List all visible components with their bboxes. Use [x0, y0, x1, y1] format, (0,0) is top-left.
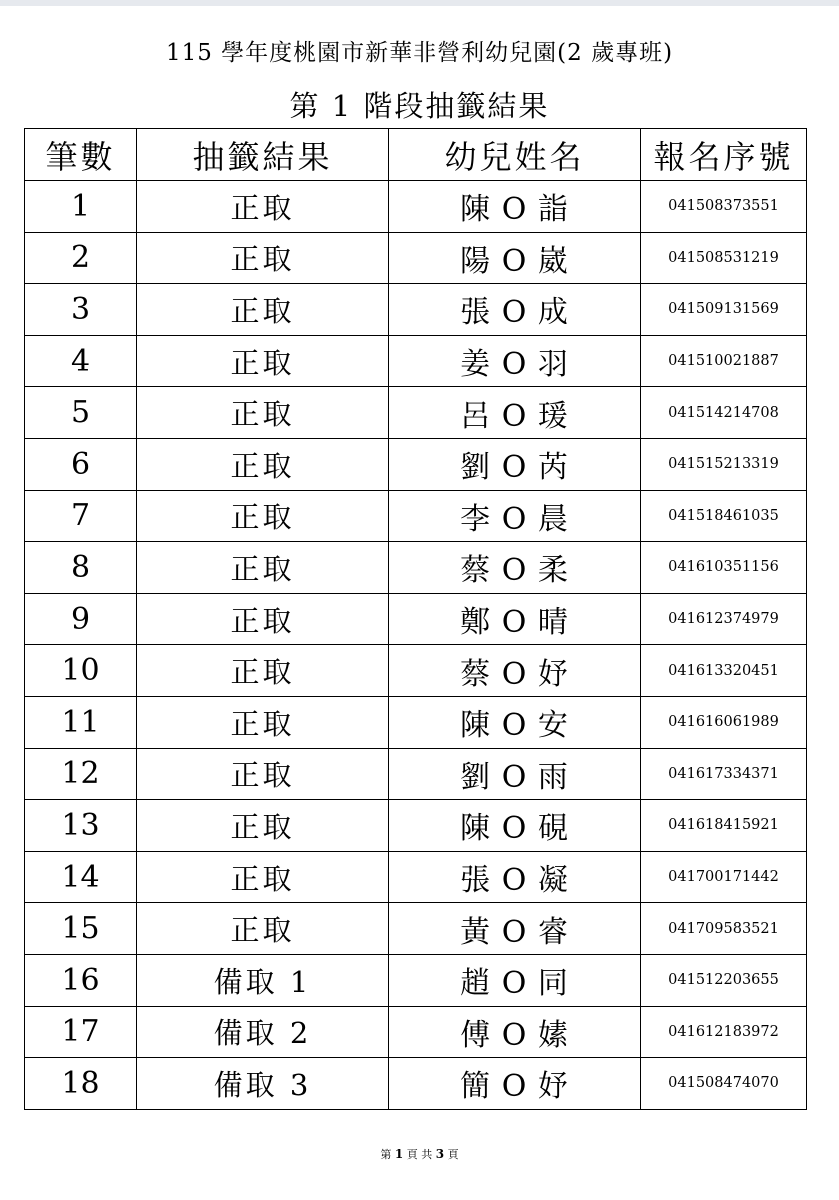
row-count-cell: 15: [25, 903, 137, 955]
table-row: [25, 490, 807, 542]
table-row: [25, 1006, 807, 1058]
row-result-cell: 備取 2: [137, 1006, 389, 1058]
row-result-cell: 正取: [137, 284, 389, 336]
row-child-name-cell: 簡 O 妤: [389, 1058, 641, 1110]
row-count-cell: 17: [25, 1006, 137, 1058]
page-footer: [0, 1146, 839, 1162]
row-result-cell: 正取: [137, 800, 389, 852]
footer-total-pages: 3: [435, 1147, 445, 1161]
row-result-cell: 正取: [137, 903, 389, 955]
row-result-cell: 正取: [137, 851, 389, 903]
header-result: 抽籤結果: [137, 129, 389, 181]
row-child-name-cell: 張 O 凝: [389, 851, 641, 903]
row-count-cell: 11: [25, 696, 137, 748]
row-child-name-cell: 姜 O 羽: [389, 335, 641, 387]
table-row: [25, 800, 807, 852]
lottery-results-table: [24, 128, 807, 1110]
footer-prefix: 第: [380, 1148, 392, 1161]
viewer-top-band: [0, 0, 839, 6]
footer-suffix: 頁: [447, 1148, 459, 1161]
table-row: [25, 903, 807, 955]
footer-page-number: 1: [394, 1147, 404, 1161]
row-registration-number-cell: 041612183972: [641, 1006, 807, 1058]
table-row: [25, 387, 807, 439]
table-row: [25, 542, 807, 594]
row-registration-number-cell: 041514214708: [641, 387, 807, 439]
row-registration-number-cell: 041508373551: [641, 181, 807, 233]
row-count-cell: 1: [25, 181, 137, 233]
row-result-cell: 正取: [137, 232, 389, 284]
table-row: [25, 335, 807, 387]
row-registration-number-cell: 041613320451: [641, 645, 807, 697]
row-registration-number-cell: 041610351156: [641, 542, 807, 594]
table-row: [25, 232, 807, 284]
row-result-cell: 正取: [137, 181, 389, 233]
row-result-cell: 正取: [137, 335, 389, 387]
row-count-cell: 6: [25, 438, 137, 490]
table-row: [25, 593, 807, 645]
table-row: [25, 954, 807, 1006]
row-result-cell: 正取: [137, 645, 389, 697]
row-child-name-cell: 鄭 O 晴: [389, 593, 641, 645]
row-child-name-cell: 劉 O 雨: [389, 748, 641, 800]
row-count-cell: 18: [25, 1058, 137, 1110]
table-row: [25, 1058, 807, 1110]
row-registration-number-cell: 041617334371: [641, 748, 807, 800]
row-count-cell: 16: [25, 954, 137, 1006]
row-registration-number-cell: 041709583521: [641, 903, 807, 955]
row-count-cell: 2: [25, 232, 137, 284]
row-child-name-cell: 黃 O 睿: [389, 903, 641, 955]
row-child-name-cell: 陳 O 硯: [389, 800, 641, 852]
row-child-name-cell: 趙 O 同: [389, 954, 641, 1006]
row-count-cell: 3: [25, 284, 137, 336]
row-child-name-cell: 陳 O 詣: [389, 181, 641, 233]
row-count-cell: 10: [25, 645, 137, 697]
row-child-name-cell: 傅 O 嫊: [389, 1006, 641, 1058]
row-count-cell: 7: [25, 490, 137, 542]
row-child-name-cell: 呂 O 瑗: [389, 387, 641, 439]
table-row: [25, 284, 807, 336]
row-count-cell: 9: [25, 593, 137, 645]
row-registration-number-cell: 041618415921: [641, 800, 807, 852]
row-result-cell: 備取 3: [137, 1058, 389, 1110]
row-result-cell: 正取: [137, 748, 389, 800]
row-registration-number-cell: 041510021887: [641, 335, 807, 387]
row-count-cell: 8: [25, 542, 137, 594]
row-count-cell: 4: [25, 335, 137, 387]
table-row: [25, 696, 807, 748]
row-child-name-cell: 蔡 O 柔: [389, 542, 641, 594]
row-count-cell: 5: [25, 387, 137, 439]
table-row: [25, 438, 807, 490]
row-child-name-cell: 陽 O 崴: [389, 232, 641, 284]
row-result-cell: 正取: [137, 387, 389, 439]
row-registration-number-cell: 041518461035: [641, 490, 807, 542]
header-child-name: 幼兒姓名: [389, 129, 641, 181]
row-result-cell: 正取: [137, 438, 389, 490]
row-result-cell: 備取 1: [137, 954, 389, 1006]
row-child-name-cell: 張 O 成: [389, 284, 641, 336]
row-registration-number-cell: 041508531219: [641, 232, 807, 284]
row-result-cell: 正取: [137, 490, 389, 542]
row-registration-number-cell: 041509131569: [641, 284, 807, 336]
table-row: [25, 748, 807, 800]
document-title: 115 學年度桃園市新華非營利幼兒園(2 歲專班): [165, 40, 674, 66]
row-count-cell: 14: [25, 851, 137, 903]
table-header-row: [25, 129, 807, 181]
table-row: [25, 851, 807, 903]
row-count-cell: 13: [25, 800, 137, 852]
row-count-cell: 12: [25, 748, 137, 800]
row-child-name-cell: 李 O 晨: [389, 490, 641, 542]
row-registration-number-cell: 041700171442: [641, 851, 807, 903]
header-count: 筆數: [25, 129, 137, 181]
row-result-cell: 正取: [137, 593, 389, 645]
row-result-cell: 正取: [137, 696, 389, 748]
row-registration-number-cell: 041612374979: [641, 593, 807, 645]
row-registration-number-cell: 041512203655: [641, 954, 807, 1006]
row-registration-number-cell: 041515213319: [641, 438, 807, 490]
table-row: [25, 181, 807, 233]
row-child-name-cell: 劉 O 芮: [389, 438, 641, 490]
document-subtitle: 第 1 階段抽籤結果: [289, 89, 550, 123]
row-registration-number-cell: 041616061989: [641, 696, 807, 748]
row-registration-number-cell: 041508474070: [641, 1058, 807, 1110]
row-child-name-cell: 蔡 O 妤: [389, 645, 641, 697]
row-result-cell: 正取: [137, 542, 389, 594]
header-registration-number: 報名序號: [641, 129, 807, 181]
row-child-name-cell: 陳 O 安: [389, 696, 641, 748]
footer-middle: 頁 共: [406, 1148, 433, 1161]
table-row: [25, 645, 807, 697]
